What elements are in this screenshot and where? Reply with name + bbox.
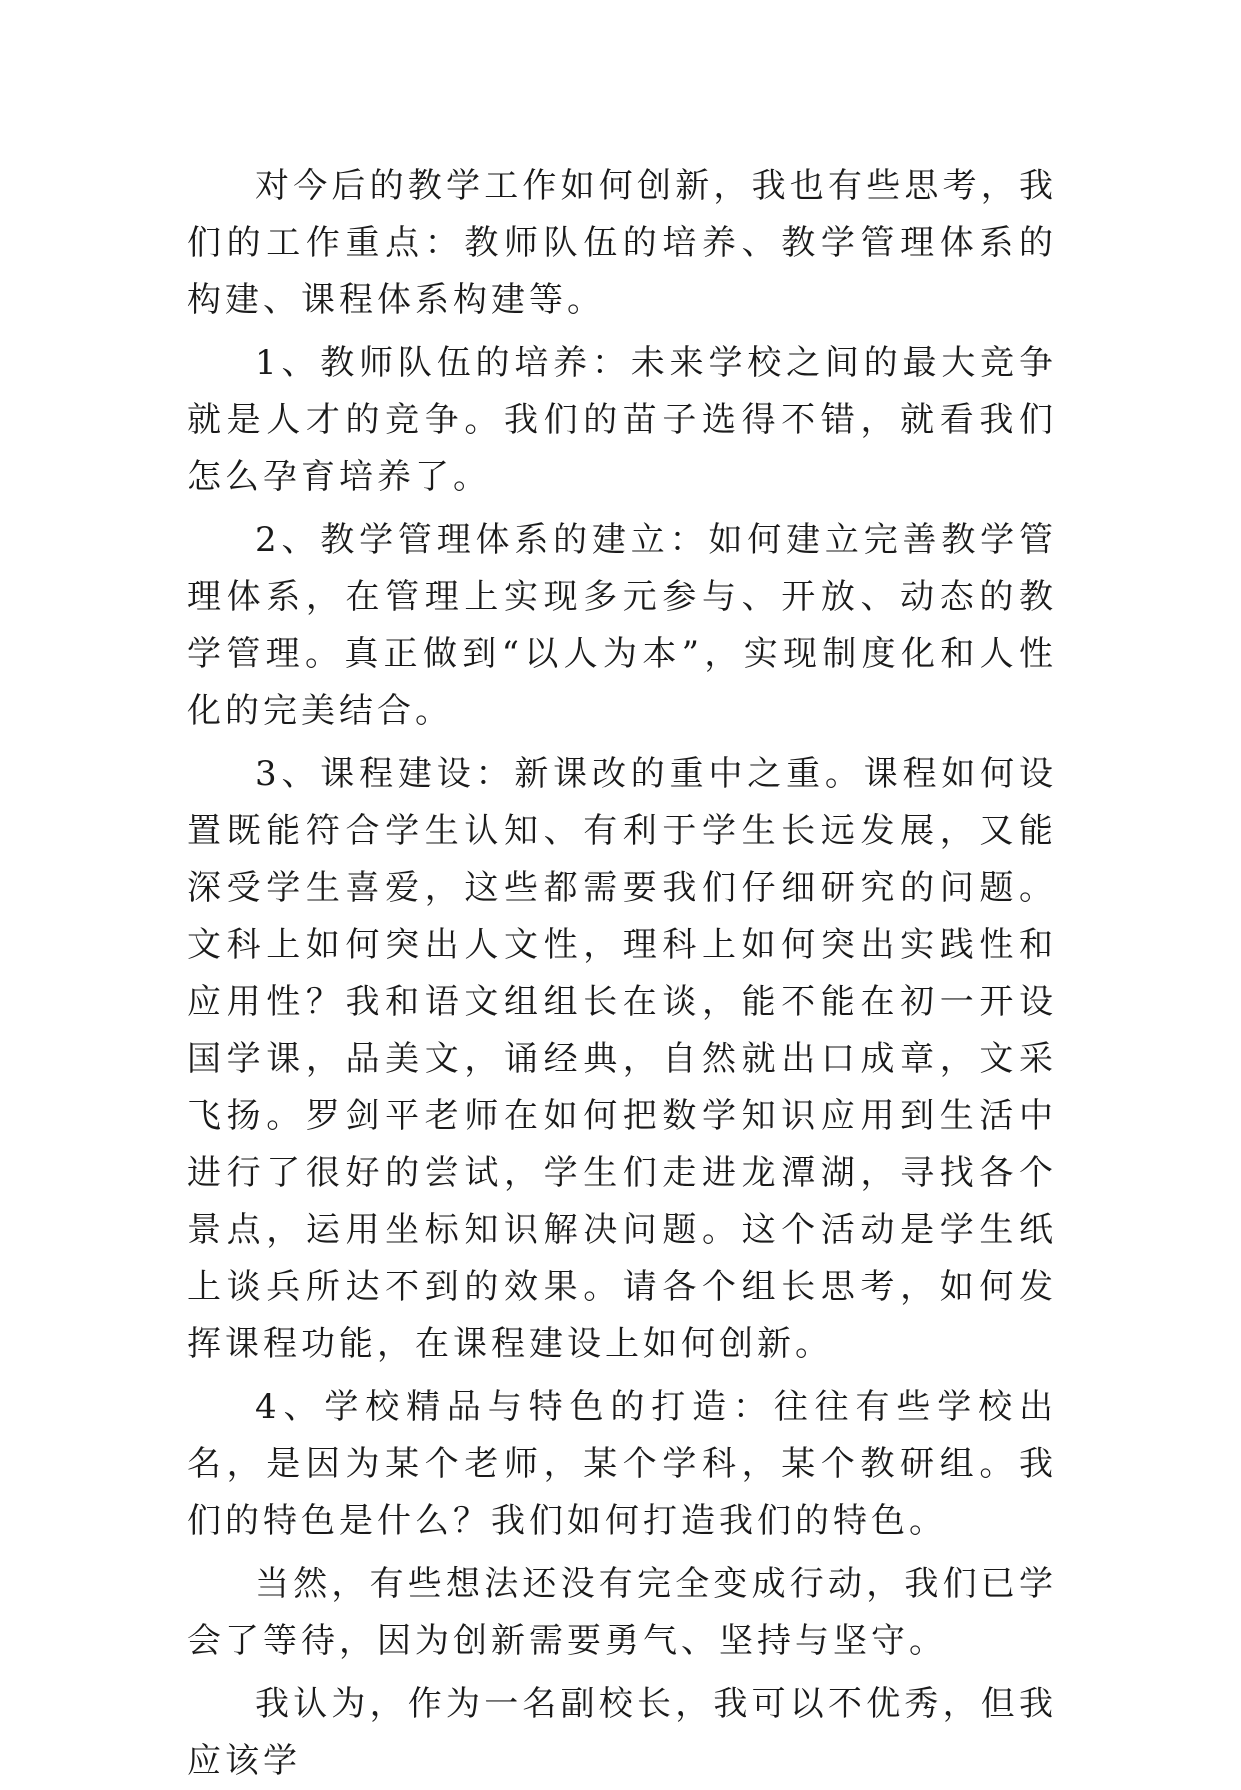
document-body: [187, 158, 1057, 1790]
paragraph-item-2: 2、教学管理体系的建立：如何建立完善教学管理体系，在管理上实现多元参与、开放、动态的教学管理。真正做到“以人为本”，实现制度化和人性化的完美结合。: [187, 520, 1057, 731]
paragraph-conclusion: 当然，有些想法还没有完全变成行动，我们已学会了等待，因为创新需要勇气、坚持与坚守。: [187, 1564, 1057, 1661]
paragraph-item-4: 4、学校精品与特色的打造：往往有些学校出名，是因为某个老师，某个学科，某个教研组。我们的特色是什么？我们如何打造我们的特色。: [187, 1387, 1057, 1541]
paragraph-item-3: 3、课程建设：新课改的重中之重。课程如何设置既能符合学生认知、有利于学生长远发展，又能深受学生喜爱，这些都需要我们仔细研究的问题。文科上如何突出人文性，理科上如何突出实践性和应用性？我和语文组组长在谈，能不能在初一开设国学课，品美文，诵经典，自然就出口成章，文采飞扬。罗剑平老师在如何把数学知识应用到生活中进行了很好的尝试，学生们走进龙潭湖，寻找各个景点，运用坐标知识解决问题。这个活动是学生纸上谈兵所达不到的效果。请各个组长思考，如何发挥课程功能，在课程建设上如何创新。: [187, 754, 1057, 1364]
paragraph-intro: 对今后的教学工作如何创新，我也有些思考，我们的工作重点：教师队伍的培养、教学管理体系的构建、课程体系构建等。: [187, 166, 1057, 320]
paragraph-closing: 我认为，作为一名副校长，我可以不优秀，但我应该学: [187, 1684, 1057, 1781]
paragraph-item-1: 1、教师队伍的培养：未来学校之间的最大竞争就是人才的竞争。我们的苗子选得不错，就看我们怎么孕育培养了。: [187, 343, 1057, 497]
